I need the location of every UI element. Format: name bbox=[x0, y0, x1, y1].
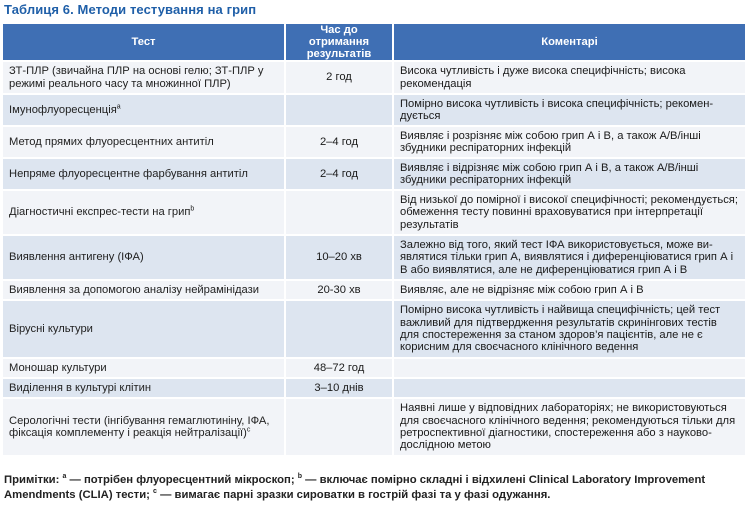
note-a-text: — потрібен флуоресцентний мікроскоп; bbox=[66, 474, 298, 486]
cell-comment: Висока чутливість і дуже висока специфічність; висока рекомендація bbox=[393, 61, 745, 94]
cell-comment: Від низької до помірної і високої специфічності; рекомендується; обмеження тесту повинні враховуватися при інтерпретації результатів bbox=[393, 190, 745, 235]
cell-comment: Залежно від того, який тест ІФА використовується, може виявлятися тільки грип А, виявлятися і диференціюватися грип А і В або виявлятися, але не диференціюватися грип А і В bbox=[393, 235, 745, 280]
footnote-mark: a bbox=[116, 103, 121, 111]
cell-test: Діагностичні експрес-тести на грип$^b$ bbox=[3, 190, 285, 235]
table-row bbox=[3, 378, 745, 398]
cell-time: 2–4 год bbox=[285, 126, 393, 158]
cell-comment: Виявляє, але не відрізняє між собою грип А і В bbox=[393, 280, 745, 300]
cell-comment bbox=[393, 358, 745, 378]
cell-comment bbox=[393, 378, 745, 398]
cell-comment: Помірно висока чутливість і висока специфічність; рекомендується bbox=[393, 94, 745, 126]
flu-testing-table bbox=[3, 24, 745, 457]
footnote-mark-a: a bbox=[62, 473, 67, 481]
footnote-mark: b bbox=[190, 205, 195, 213]
table-header-row bbox=[3, 24, 745, 61]
cell-time: 20-30 хв bbox=[285, 280, 393, 300]
cell-time bbox=[285, 398, 393, 456]
cell-test: Серологічні тести (інгібування гемаглютиніну, ІФА, фіксація комплементу і реакція нейтралізації)$^c$ bbox=[3, 398, 285, 456]
cell-test: Вірусні культури bbox=[3, 300, 285, 358]
cell-test: Виділення в культурі клітин bbox=[3, 378, 285, 398]
cell-test: Виявлення за допомогою аналізу нейрамінідази bbox=[3, 280, 285, 300]
cell-time bbox=[285, 190, 393, 235]
cell-test: Імунофлуоресценція$^a$ bbox=[3, 94, 285, 126]
cell-test: Виявлення антигену (ІФА) bbox=[3, 235, 285, 280]
note-c-text: — вимагає парні зразки сироватки в гострій фазі та у фазі одужання. bbox=[156, 489, 551, 501]
table-row bbox=[3, 280, 745, 300]
cell-time: 10–20 хв bbox=[285, 235, 393, 280]
header-comment: Коментарі bbox=[393, 24, 745, 61]
table-row bbox=[3, 190, 745, 235]
table-title: Таблиця 6. Методи тестування на грип bbox=[4, 2, 257, 17]
table-notes bbox=[4, 473, 746, 503]
cell-comment: Виявляє і розрізняє між собою грип А і В, а також А/В/інші збудники респіраторних інфекцій bbox=[393, 126, 745, 158]
cell-test: ЗТ-ПЛР (звичайна ПЛР на основі гелю; ЗТ-ПЛР у режимі реального часу та множинної ПЛР) bbox=[3, 61, 285, 94]
table-row bbox=[3, 158, 745, 190]
cell-comment: Помірно висока чутливість і найвища специфічність; цей тест важливий для підтвердження результатів скринінгових тестів для спостереження за станом здоров’я пацієнтів, але не є корисним для своєчасного клінічного ведення bbox=[393, 300, 745, 358]
cell-time: 2–4 год bbox=[285, 158, 393, 190]
cell-time: 2 год bbox=[285, 61, 393, 94]
cell-test: Метод прямих флуоресцентних антитіл bbox=[3, 126, 285, 158]
cell-comment: Виявляє і відрізняє між собою грип А і В, а також А/В/інші збудники респіраторних інфекцій bbox=[393, 158, 745, 190]
note-b-text: — включає помірно складні і відхилені Clinical Laboratory Improvement Amendments (CLIA) тести; bbox=[4, 474, 706, 501]
table-row bbox=[3, 398, 745, 456]
header-test: Тест bbox=[3, 24, 285, 61]
table-row bbox=[3, 61, 745, 94]
footnote-mark-c: c bbox=[153, 488, 157, 496]
footnote-mark: c bbox=[246, 426, 251, 434]
table-row bbox=[3, 126, 745, 158]
cell-time: 48–72 год bbox=[285, 358, 393, 378]
cell-time bbox=[285, 94, 393, 126]
header-time: Час до отримання результатів bbox=[285, 24, 393, 61]
cell-time: 3–10 днів bbox=[285, 378, 393, 398]
table-row bbox=[3, 94, 745, 126]
table-row bbox=[3, 300, 745, 358]
cell-comment: Наявні лише у відповідних лабораторіях; не використовуються для своєчасного клінічного ведення; рекомендуються тільки для ретроспективної діагностики, спостереження або з науково-дослідною метою bbox=[393, 398, 745, 456]
cell-test: Моношар культури bbox=[3, 358, 285, 378]
notes-label: Примітки: bbox=[4, 474, 60, 486]
footnote-mark-b: b bbox=[297, 473, 302, 481]
table-row bbox=[3, 358, 745, 378]
cell-test: Непряме флуоресцентне фарбування антитіл bbox=[3, 158, 285, 190]
table-row bbox=[3, 235, 745, 280]
cell-time bbox=[285, 300, 393, 358]
